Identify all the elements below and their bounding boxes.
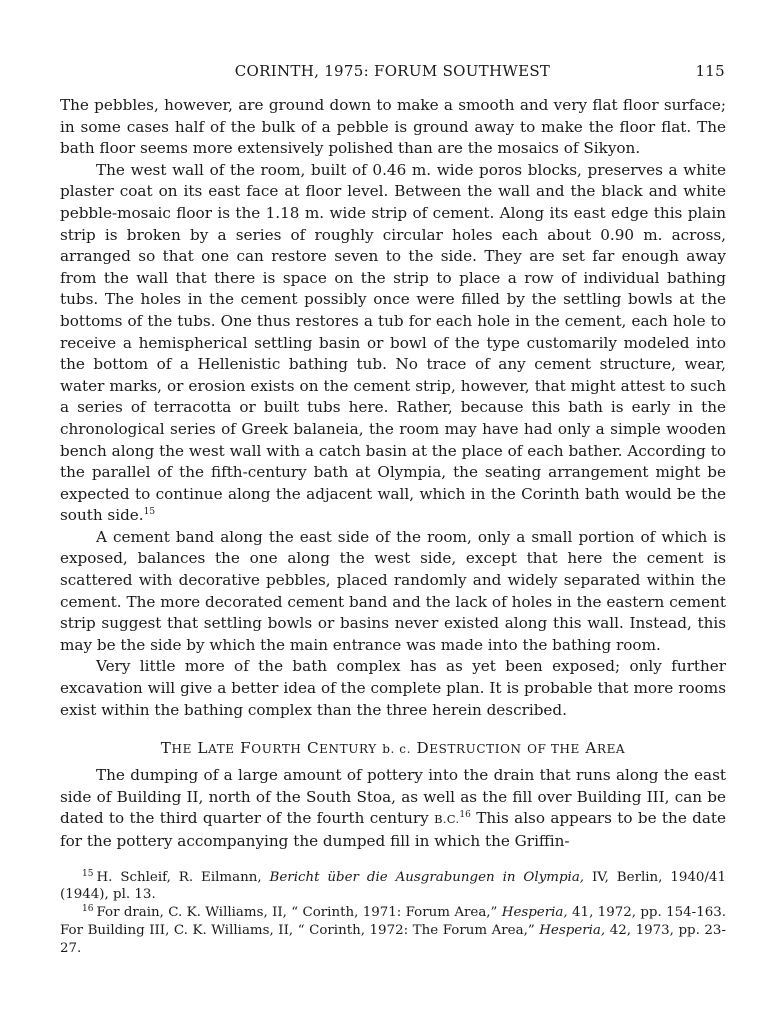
running-title: CORINTH, 1975: FORUM SOUTHWEST [234,62,551,80]
section-heading: THE LATE FOURTH CENTURY b. c. DESTRUCTION OF THE AREA [160,739,626,758]
footnote: $^{16}$ For drain, C. K. Williams, II, “ Corinth, 1971: Forum Area,” Hesperia, 41, 1972, pp. 154-163. For Building III, C. K. Williams, II, “ Corinth, 1972: The Forum Area,” Hesperia, 42, 1973, pp. 23-27. [60,904,727,956]
paragraph: The dumping of a large amount of pottery into the drain that runs along the east side of Building II, north of the South Stoa, as well as the fill over Building III, can be dated to the third quarter of the fourth century B.C.$^{16}$ This also appears to be the date for the pottery accompanying the dumped fill in which the Griffin- [60,766,727,850]
paragraph: A cement band along the east side of the room, only a small portion of which is exposed, balances the one along the west side, except that here the cement is scattered with decorative pebbles, placed randomly and widely separated within the cement. The more decorated cement band and the lack of holes in the eastern cement strip suggest that settling bowls or basins never existed along this wall. Instead, this may be the side by which the main entrance was made into the bathing room. [60,527,726,654]
paragraph: Very little more of the bath complex has as yet been exposed; only further excavation will give a better idea of the complete plan. It is probable that more rooms exist within the bathing complex than the three herein described. [60,657,726,719]
footnote-number: 15 [82,868,94,879]
footnote: $^{15}$ H. Schleif, R. Eilmann, Bericht über die Ausgrabungen in Olympia, IV, Berlin, 1940/41 (1944), pl. 13. [60,868,726,903]
footnotes [60,869,726,958]
footnote-number: 16 [82,904,94,915]
article-body [60,95,726,958]
footnote-ref[interactable]: 16 [459,810,471,821]
paragraph: The west wall of the room, built of 0.46 m. wide poros blocks, preserves a white plaster coat on its east face at floor level. Between the wall and the black and white pebble-mosaic floor is the 1.18 m. wide strip of cement. Along its east edge this plain strip is broken by a series of roughly circular holes each about 0.90 m. across, arranged so that one can restore seven to the side. They are set far enough away from the wall that there is space on the strip to place a row of individual bathing tubs. The holes in the cement possibly once were filled by the settling bowls at the bottoms of the tubs. One thus restores a tub for each hole in the cement, each hole to receive a hemispherical settling basin or bowl of the type customarily modeled into the bottom of a Hellenistic bathing tub. No trace of any cement structure, wear, water marks, or erosion exists on the cement strip, however, that might attest to such a series of terracotta or built tubs here. Rather, because this bath is early in the chronological series of Greek balaneia, the room may have had only a simple wooden bench along the west wall with a catch basin at the place of each bather. According to the parallel of the fifth-century bath at Olympia, the seating arrangement might be expected to continue along the adjacent wall, which in the Corinth bath would be the south side.$^{15}$ [60,160,726,525]
page-number: 115 [695,62,725,80]
running-header [60,62,725,84]
footnote-ref[interactable]: 15 [143,507,156,518]
paragraph: The pebbles, however, are ground down to make a smooth and very flat floor surface; in some cases half of the bulk of a pebble is ground away to make the floor flat. The bath floor seems more extensively polished than are the mosaics of Sikyon. [60,96,726,158]
